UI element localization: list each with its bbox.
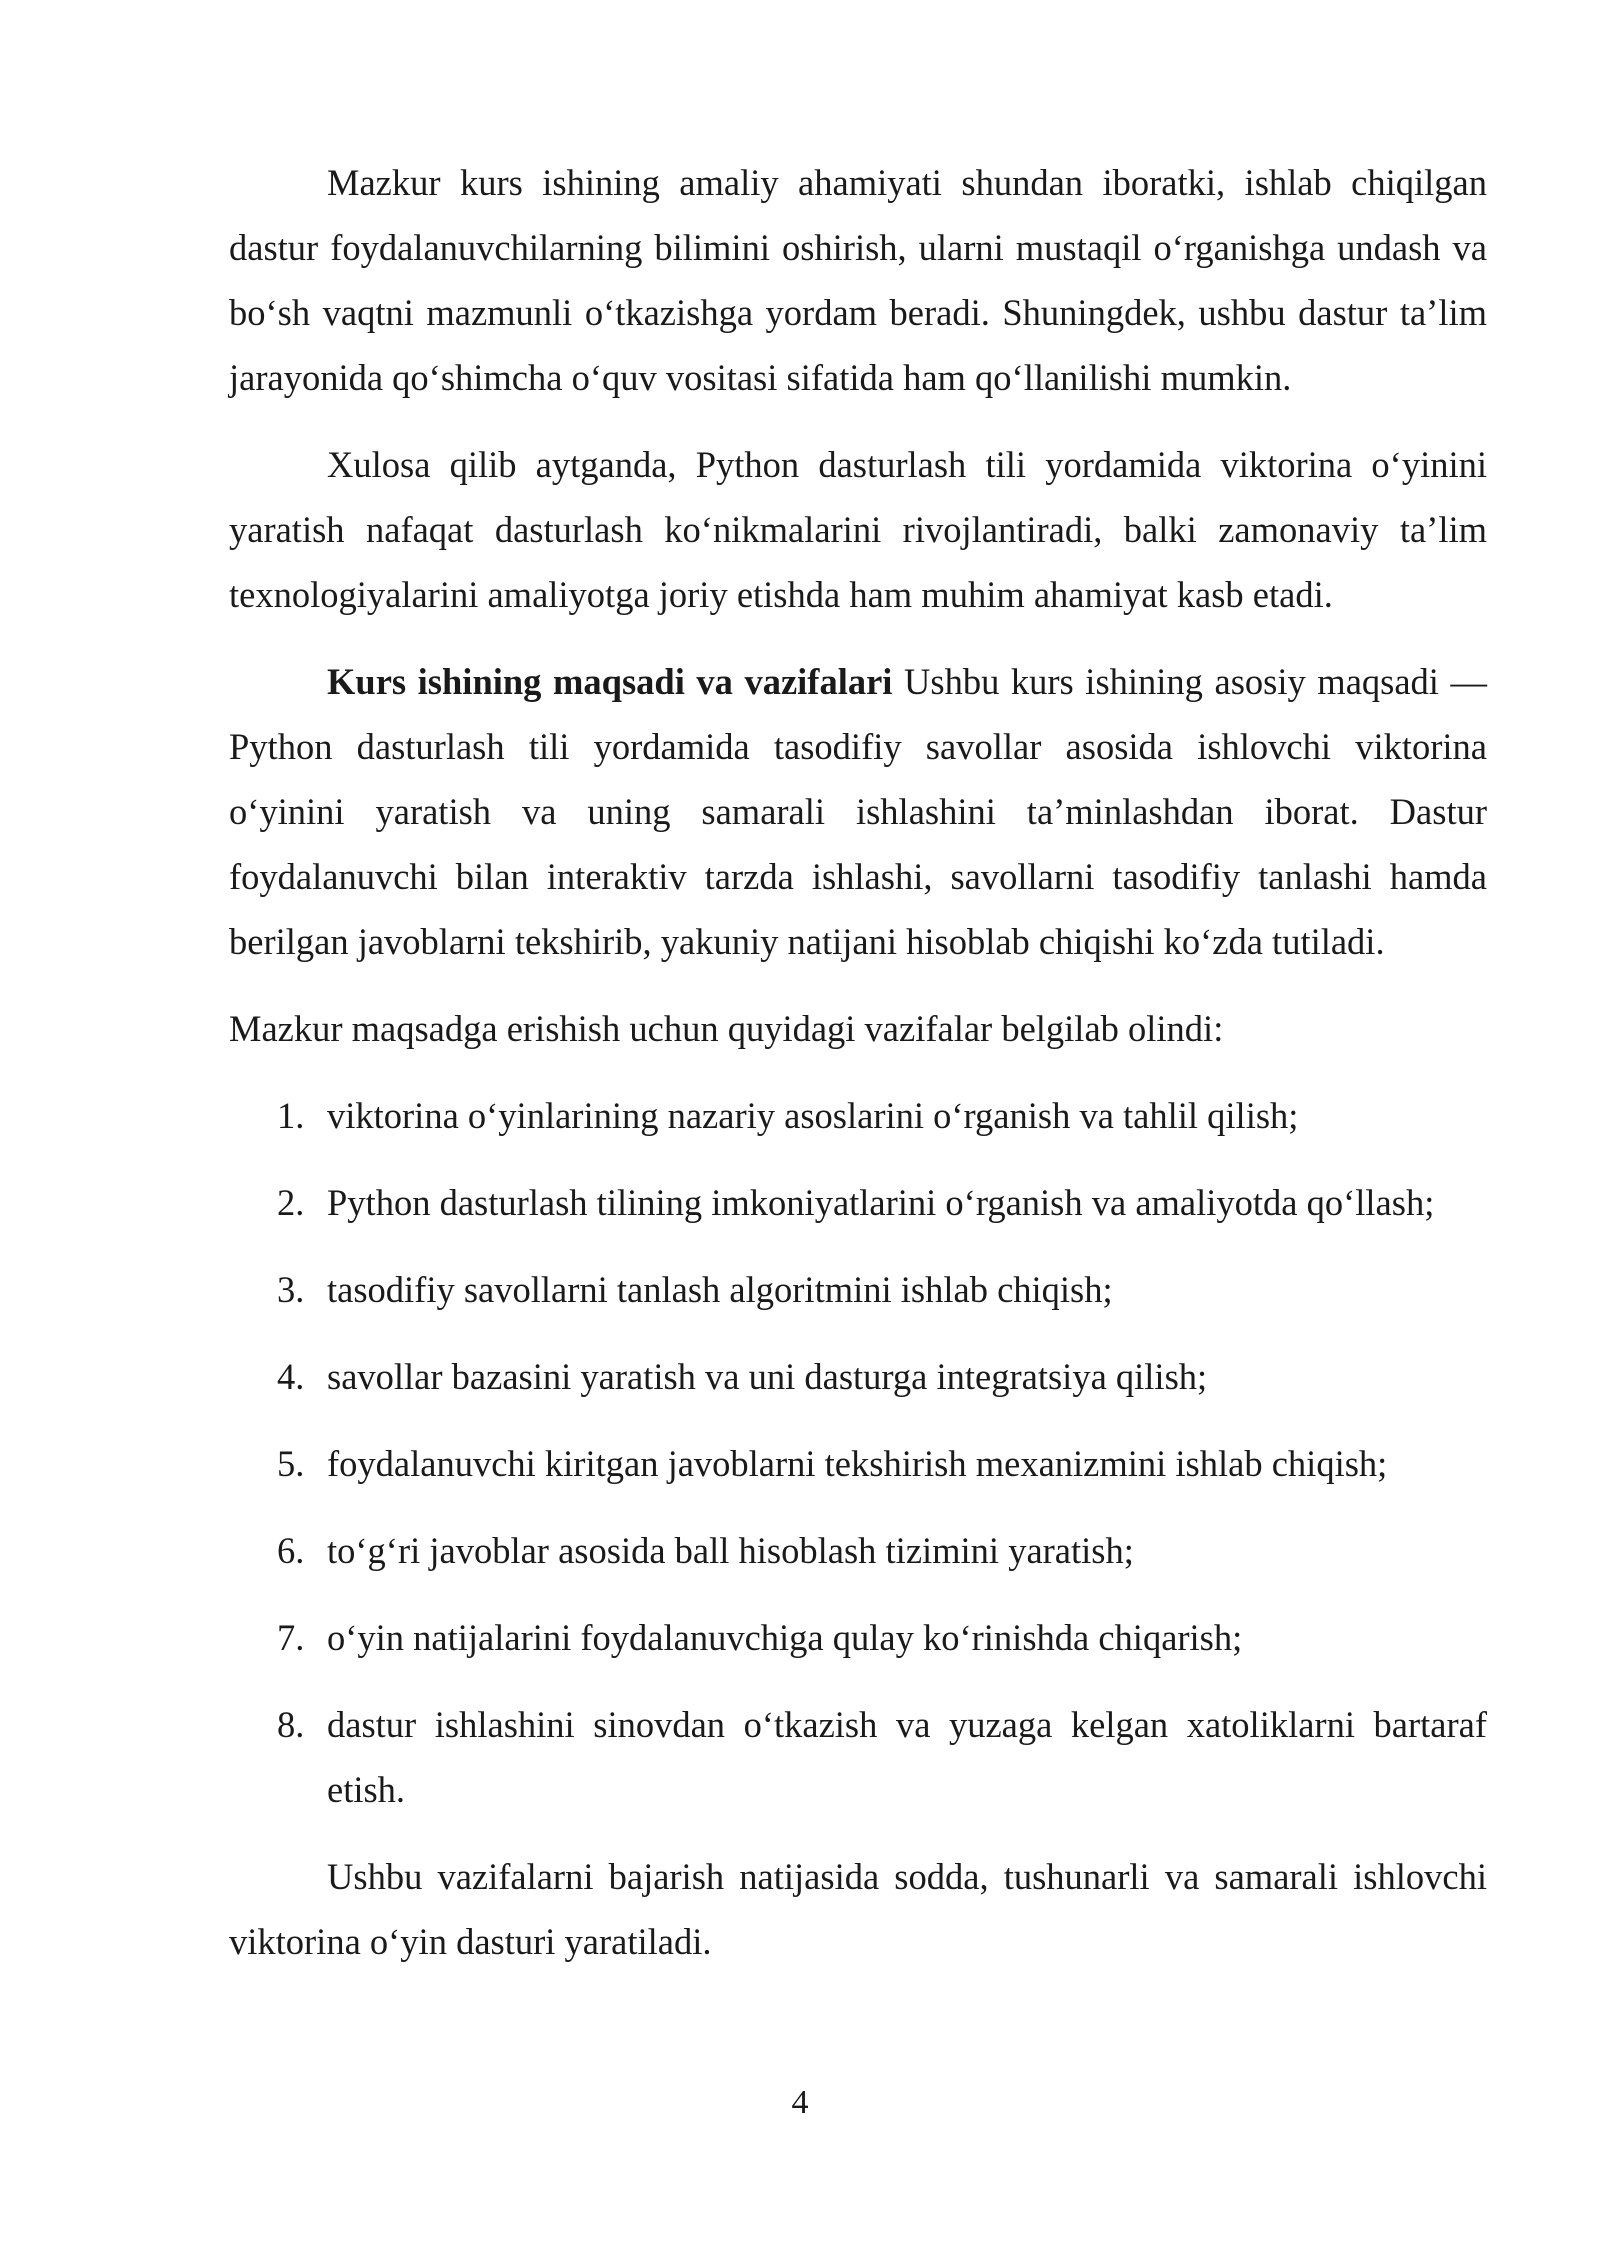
list-item-number: 2. [277, 1182, 305, 1223]
paragraph-conclusion: Xulosa qilib aytganda, Python dasturlash tili yordamida viktorina o‘yinini yaratish nafaqat dasturlash ko‘nikmalarini rivojlantiradi, balki zamonaviy ta’lim texnologiyalarini amaliyotga joriy etishda ham muhim ahamiyat kasb etadi. [229, 444, 1487, 615]
list-item-text: tasodifiy savollarni tanlash algoritmini ishlab chiqish; [327, 1269, 1113, 1310]
list-item-number: 4. [277, 1356, 305, 1397]
list-item-number: 3. [277, 1269, 305, 1310]
list-item-number: 8. [277, 1704, 305, 1745]
list-item-text: to‘g‘ri javoblar asosida ball hisoblash tizimini yaratish; [327, 1530, 1134, 1571]
goals-heading: Kurs ishining maqsadi va vazifalari [327, 661, 893, 702]
list-item-number: 1. [277, 1095, 305, 1136]
task-list [229, 1083, 1487, 1822]
paragraph-practical-significance: Mazkur kurs ishining amaliy ahamiyati shundan iboratki, ishlab chiqilgan dastur foydalanuvchilarning bilimini oshirish, ularni mustaqil o‘rganishga undash va bo‘sh vaqtni mazmunli o‘tkazishga yordam beradi. Shuningdek, ushbu dastur ta’lim jarayonida qo‘shimcha o‘quv vositasi sifatida ham qo‘llanilishi mumkin. [229, 162, 1487, 398]
paragraph-tasks-intro: Mazkur maqsadga erishish uchun quyidagi vazifalar belgilab olindi: [229, 1008, 1224, 1049]
list-item-text: o‘yin natijalarini foydalanuvchiga qulay ko‘rinishda chiqarish; [327, 1617, 1243, 1658]
list-item-text: dastur ishlashini sinovdan o‘tkazish va yuzaga kelgan xatoliklarni bartaraf etish. [327, 1704, 1487, 1810]
list-item-text: savollar bazasini yaratish va uni dasturga integratsiya qilish; [327, 1356, 1208, 1397]
list-item [229, 1431, 1487, 1496]
paragraph-goals [229, 649, 1487, 974]
list-item [229, 1344, 1487, 1409]
list-item-number: 6. [277, 1530, 305, 1571]
document-page [229, 150, 1487, 1974]
list-item-number: 7. [277, 1617, 305, 1658]
list-item [229, 1257, 1487, 1322]
paragraph-result: Ushbu vazifalarni bajarish natijasida sodda, tushunarli va samarali ishlovchi viktorina o‘yin dasturi yaratiladi. [229, 1856, 1487, 1962]
page-number: 4 [791, 2084, 809, 2121]
list-item [229, 1692, 1487, 1822]
goals-text: Ushbu kurs ishining asosiy maqsadi — Python dasturlash tili yordamida tasodifiy savollar asosida ishlovchi viktorina o‘yinini yaratish va uning samarali ishlashini ta’minlashdan iborat. Dastur foydalanuvchi bilan interaktiv tarzda ishlashi, savollarni tasodifiy tanlashi hamda berilgan javoblarni tekshirib, yakuniy natijani hisoblab chiqishi ko‘zda tutiladi. [229, 661, 1488, 962]
list-item [229, 1170, 1487, 1235]
list-item-text: viktorina o‘yinlarining nazariy asoslarini o‘rganish va tahlil qilish; [327, 1095, 1299, 1136]
list-item-text: Python dasturlash tilining imkoniyatlarini o‘rganish va amaliyotda qo‘llash; [327, 1182, 1435, 1223]
list-item [229, 1605, 1487, 1670]
list-item-text: foydalanuvchi kiritgan javoblarni tekshirish mexanizmini ishlab chiqish; [327, 1443, 1388, 1484]
list-item-number: 5. [277, 1443, 305, 1484]
list-item [229, 1083, 1487, 1148]
list-item [229, 1518, 1487, 1583]
